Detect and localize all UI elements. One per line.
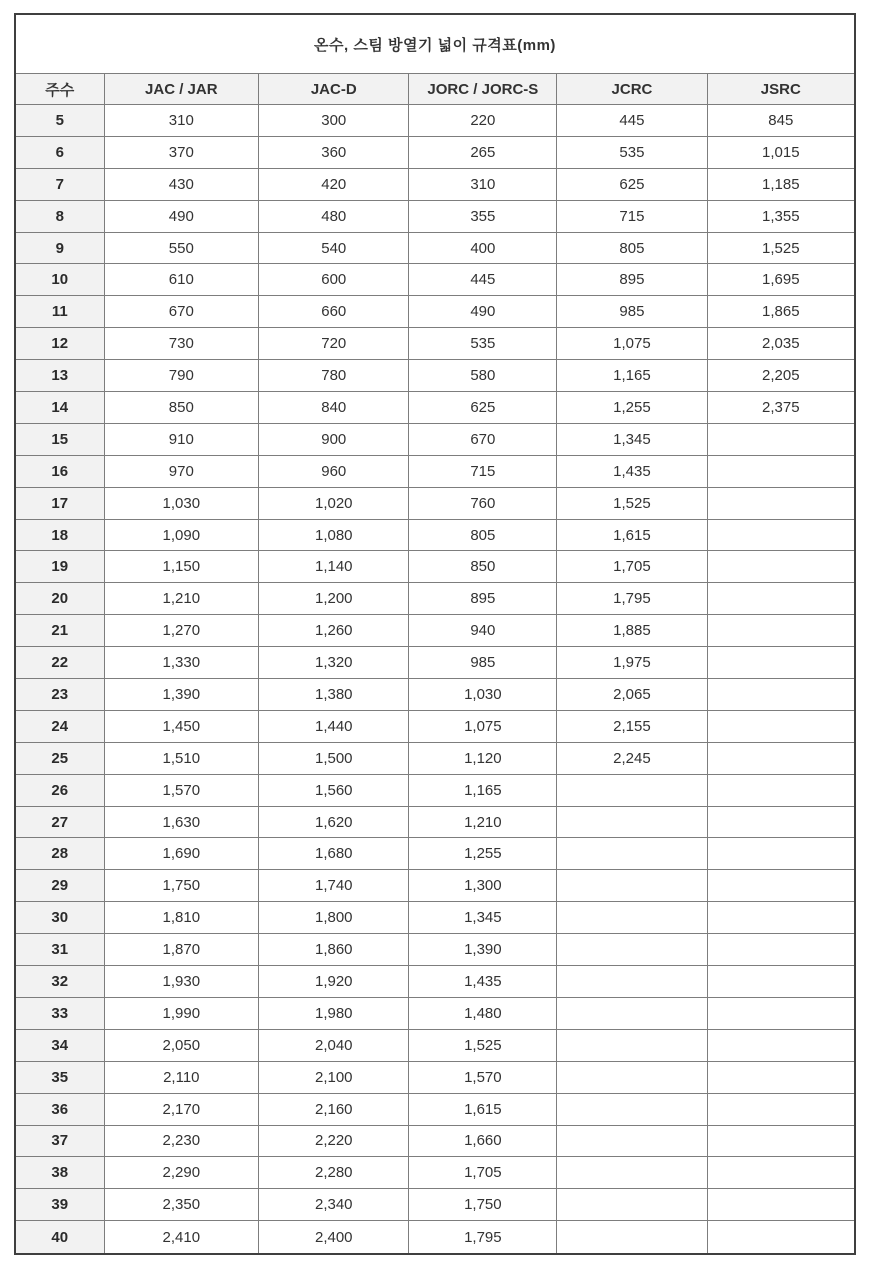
cell: 1,660	[409, 1125, 557, 1157]
cell: 2,290	[104, 1157, 259, 1189]
cell: 2,400	[259, 1221, 409, 1254]
table-row	[15, 902, 855, 934]
cell: 1,030	[104, 487, 259, 519]
cell: 900	[259, 423, 409, 455]
cell: 1,075	[557, 328, 707, 360]
cell	[557, 966, 707, 998]
table-row	[15, 647, 855, 679]
cell: 370	[104, 136, 259, 168]
row-label: 33	[15, 997, 104, 1029]
cell: 2,220	[259, 1125, 409, 1157]
cell: 2,035	[707, 328, 855, 360]
cell: 1,980	[259, 997, 409, 1029]
row-label: 18	[15, 519, 104, 551]
row-label: 21	[15, 615, 104, 647]
cell: 1,990	[104, 997, 259, 1029]
cell: 1,570	[104, 774, 259, 806]
row-label: 35	[15, 1061, 104, 1093]
cell: 1,695	[707, 264, 855, 296]
cell: 1,870	[104, 934, 259, 966]
cell: 760	[409, 487, 557, 519]
cell: 790	[104, 360, 259, 392]
cell: 1,705	[557, 551, 707, 583]
row-label: 19	[15, 551, 104, 583]
cell: 1,860	[259, 934, 409, 966]
cell: 355	[409, 200, 557, 232]
cell: 715	[557, 200, 707, 232]
cell	[707, 551, 855, 583]
row-label: 38	[15, 1157, 104, 1189]
cell: 220	[409, 105, 557, 137]
table-row	[15, 774, 855, 806]
table-row	[15, 360, 855, 392]
table-row	[15, 1029, 855, 1061]
cell: 600	[259, 264, 409, 296]
column-header-4: JCRC	[557, 74, 707, 105]
header-row	[15, 74, 855, 105]
radiator-width-spec-table	[14, 13, 856, 1255]
row-label: 17	[15, 487, 104, 519]
table-row	[15, 1093, 855, 1125]
cell: 1,300	[409, 870, 557, 902]
cell	[707, 1093, 855, 1125]
row-label: 25	[15, 742, 104, 774]
cell	[707, 487, 855, 519]
table-row	[15, 966, 855, 998]
row-label: 20	[15, 583, 104, 615]
cell: 1,680	[259, 838, 409, 870]
cell: 2,065	[557, 679, 707, 711]
cell: 2,205	[707, 360, 855, 392]
cell: 970	[104, 455, 259, 487]
row-label: 32	[15, 966, 104, 998]
row-label: 39	[15, 1189, 104, 1221]
row-label: 36	[15, 1093, 104, 1125]
cell: 1,200	[259, 583, 409, 615]
cell: 1,630	[104, 806, 259, 838]
cell: 780	[259, 360, 409, 392]
cell: 1,750	[409, 1189, 557, 1221]
cell: 985	[409, 647, 557, 679]
cell: 1,210	[409, 806, 557, 838]
cell: 715	[409, 455, 557, 487]
cell: 2,340	[259, 1189, 409, 1221]
cell: 2,110	[104, 1061, 259, 1093]
cell: 445	[557, 105, 707, 137]
table-row	[15, 487, 855, 519]
cell: 2,245	[557, 742, 707, 774]
table-row	[15, 870, 855, 902]
table-row	[15, 1061, 855, 1093]
cell: 1,260	[259, 615, 409, 647]
cell	[707, 679, 855, 711]
cell: 535	[409, 328, 557, 360]
cell: 1,140	[259, 551, 409, 583]
table-body	[15, 105, 855, 1255]
cell	[707, 902, 855, 934]
cell	[707, 1221, 855, 1254]
cell: 1,570	[409, 1061, 557, 1093]
row-label: 23	[15, 679, 104, 711]
row-label: 29	[15, 870, 104, 902]
cell	[707, 1029, 855, 1061]
cell: 1,390	[104, 679, 259, 711]
cell	[707, 615, 855, 647]
cell: 670	[409, 423, 557, 455]
row-label: 7	[15, 168, 104, 200]
table-row	[15, 679, 855, 711]
cell: 1,210	[104, 583, 259, 615]
cell: 1,450	[104, 710, 259, 742]
row-label: 26	[15, 774, 104, 806]
cell	[707, 870, 855, 902]
table-row	[15, 710, 855, 742]
table-row	[15, 583, 855, 615]
cell: 300	[259, 105, 409, 137]
cell	[557, 934, 707, 966]
cell: 2,100	[259, 1061, 409, 1093]
cell	[557, 902, 707, 934]
cell: 1,390	[409, 934, 557, 966]
cell: 2,350	[104, 1189, 259, 1221]
table-row	[15, 168, 855, 200]
cell	[557, 806, 707, 838]
cell: 1,165	[409, 774, 557, 806]
cell: 1,090	[104, 519, 259, 551]
row-label: 10	[15, 264, 104, 296]
cell: 1,185	[707, 168, 855, 200]
table-row	[15, 1189, 855, 1221]
cell	[707, 838, 855, 870]
column-header-3: JORC / JORC-S	[409, 74, 557, 105]
cell: 1,330	[104, 647, 259, 679]
cell: 1,865	[707, 296, 855, 328]
cell: 490	[104, 200, 259, 232]
cell: 1,690	[104, 838, 259, 870]
cell: 1,255	[557, 392, 707, 424]
cell: 535	[557, 136, 707, 168]
table-row	[15, 1125, 855, 1157]
row-label: 12	[15, 328, 104, 360]
cell: 895	[557, 264, 707, 296]
cell: 850	[104, 392, 259, 424]
row-label: 5	[15, 105, 104, 137]
cell	[557, 838, 707, 870]
cell	[707, 710, 855, 742]
cell: 985	[557, 296, 707, 328]
cell: 610	[104, 264, 259, 296]
cell: 550	[104, 232, 259, 264]
cell: 1,080	[259, 519, 409, 551]
table-row	[15, 232, 855, 264]
cell: 660	[259, 296, 409, 328]
cell	[707, 934, 855, 966]
title-row	[15, 14, 855, 74]
table-row	[15, 1221, 855, 1254]
cell: 805	[557, 232, 707, 264]
row-label: 11	[15, 296, 104, 328]
table-row	[15, 806, 855, 838]
cell: 445	[409, 264, 557, 296]
cell	[557, 1157, 707, 1189]
cell: 840	[259, 392, 409, 424]
column-header-5: JSRC	[707, 74, 855, 105]
table-row	[15, 136, 855, 168]
cell: 1,510	[104, 742, 259, 774]
cell: 805	[409, 519, 557, 551]
cell: 1,810	[104, 902, 259, 934]
cell	[707, 423, 855, 455]
cell: 1,800	[259, 902, 409, 934]
cell: 850	[409, 551, 557, 583]
cell: 1,795	[557, 583, 707, 615]
cell: 895	[409, 583, 557, 615]
row-label: 15	[15, 423, 104, 455]
table-row	[15, 392, 855, 424]
cell: 960	[259, 455, 409, 487]
cell	[557, 1189, 707, 1221]
cell	[707, 1125, 855, 1157]
cell	[707, 774, 855, 806]
cell: 625	[557, 168, 707, 200]
cell: 1,150	[104, 551, 259, 583]
row-label: 31	[15, 934, 104, 966]
row-label: 9	[15, 232, 104, 264]
table-row	[15, 615, 855, 647]
cell: 580	[409, 360, 557, 392]
cell: 1,615	[557, 519, 707, 551]
column-header-2: JAC-D	[259, 74, 409, 105]
cell: 1,015	[707, 136, 855, 168]
cell: 2,050	[104, 1029, 259, 1061]
cell: 1,020	[259, 487, 409, 519]
cell: 420	[259, 168, 409, 200]
cell: 2,280	[259, 1157, 409, 1189]
cell: 910	[104, 423, 259, 455]
cell	[557, 1221, 707, 1254]
table-row	[15, 997, 855, 1029]
cell: 1,120	[409, 742, 557, 774]
cell	[557, 1093, 707, 1125]
cell: 1,345	[557, 423, 707, 455]
table-row	[15, 519, 855, 551]
table-row	[15, 200, 855, 232]
cell	[707, 1061, 855, 1093]
row-label: 27	[15, 806, 104, 838]
cell: 1,750	[104, 870, 259, 902]
cell: 2,375	[707, 392, 855, 424]
table-row	[15, 934, 855, 966]
table-row	[15, 838, 855, 870]
cell	[707, 1189, 855, 1221]
cell: 1,930	[104, 966, 259, 998]
cell: 1,560	[259, 774, 409, 806]
row-label: 13	[15, 360, 104, 392]
row-label: 8	[15, 200, 104, 232]
cell: 1,320	[259, 647, 409, 679]
cell	[707, 455, 855, 487]
cell: 1,705	[409, 1157, 557, 1189]
cell: 400	[409, 232, 557, 264]
cell	[707, 997, 855, 1029]
cell: 1,480	[409, 997, 557, 1029]
cell	[707, 966, 855, 998]
cell: 1,615	[409, 1093, 557, 1125]
cell: 730	[104, 328, 259, 360]
cell: 2,230	[104, 1125, 259, 1157]
table-row	[15, 296, 855, 328]
cell: 670	[104, 296, 259, 328]
row-label: 37	[15, 1125, 104, 1157]
row-label: 24	[15, 710, 104, 742]
cell: 1,255	[409, 838, 557, 870]
table-row	[15, 455, 855, 487]
column-header-1: JAC / JAR	[104, 74, 259, 105]
cell: 1,270	[104, 615, 259, 647]
cell: 1,920	[259, 966, 409, 998]
cell	[557, 774, 707, 806]
cell: 2,040	[259, 1029, 409, 1061]
cell: 360	[259, 136, 409, 168]
cell: 2,155	[557, 710, 707, 742]
table-row	[15, 423, 855, 455]
cell: 1,795	[409, 1221, 557, 1254]
cell: 1,075	[409, 710, 557, 742]
cell: 1,440	[259, 710, 409, 742]
cell: 1,435	[557, 455, 707, 487]
table-row	[15, 742, 855, 774]
cell: 720	[259, 328, 409, 360]
cell	[707, 647, 855, 679]
cell: 310	[104, 105, 259, 137]
cell: 1,030	[409, 679, 557, 711]
cell: 1,525	[557, 487, 707, 519]
cell: 1,525	[409, 1029, 557, 1061]
cell	[707, 742, 855, 774]
cell: 490	[409, 296, 557, 328]
cell: 1,355	[707, 200, 855, 232]
cell	[707, 519, 855, 551]
cell: 2,410	[104, 1221, 259, 1254]
cell	[707, 1157, 855, 1189]
cell: 310	[409, 168, 557, 200]
cell: 430	[104, 168, 259, 200]
cell	[557, 870, 707, 902]
cell: 1,165	[557, 360, 707, 392]
cell: 1,380	[259, 679, 409, 711]
row-label: 34	[15, 1029, 104, 1061]
row-label: 6	[15, 136, 104, 168]
table-row	[15, 551, 855, 583]
cell	[557, 997, 707, 1029]
cell: 1,500	[259, 742, 409, 774]
cell	[557, 1029, 707, 1061]
cell: 1,885	[557, 615, 707, 647]
cell: 540	[259, 232, 409, 264]
cell: 265	[409, 136, 557, 168]
column-header-0: 주수	[15, 74, 104, 105]
row-label: 22	[15, 647, 104, 679]
cell: 625	[409, 392, 557, 424]
row-label: 30	[15, 902, 104, 934]
cell: 1,525	[707, 232, 855, 264]
cell: 2,160	[259, 1093, 409, 1125]
cell: 1,345	[409, 902, 557, 934]
cell: 1,435	[409, 966, 557, 998]
table-row	[15, 264, 855, 296]
table-row	[15, 328, 855, 360]
cell	[707, 583, 855, 615]
cell: 940	[409, 615, 557, 647]
cell	[707, 806, 855, 838]
cell: 1,740	[259, 870, 409, 902]
table-row	[15, 105, 855, 137]
cell	[557, 1125, 707, 1157]
cell: 1,975	[557, 647, 707, 679]
table-row	[15, 1157, 855, 1189]
row-label: 40	[15, 1221, 104, 1254]
cell: 2,170	[104, 1093, 259, 1125]
cell: 845	[707, 105, 855, 137]
cell	[557, 1061, 707, 1093]
row-label: 14	[15, 392, 104, 424]
row-label: 28	[15, 838, 104, 870]
table-title: 온수, 스팀 방열기 넓이 규격표(mm)	[15, 14, 855, 74]
cell: 1,620	[259, 806, 409, 838]
row-label: 16	[15, 455, 104, 487]
cell: 480	[259, 200, 409, 232]
